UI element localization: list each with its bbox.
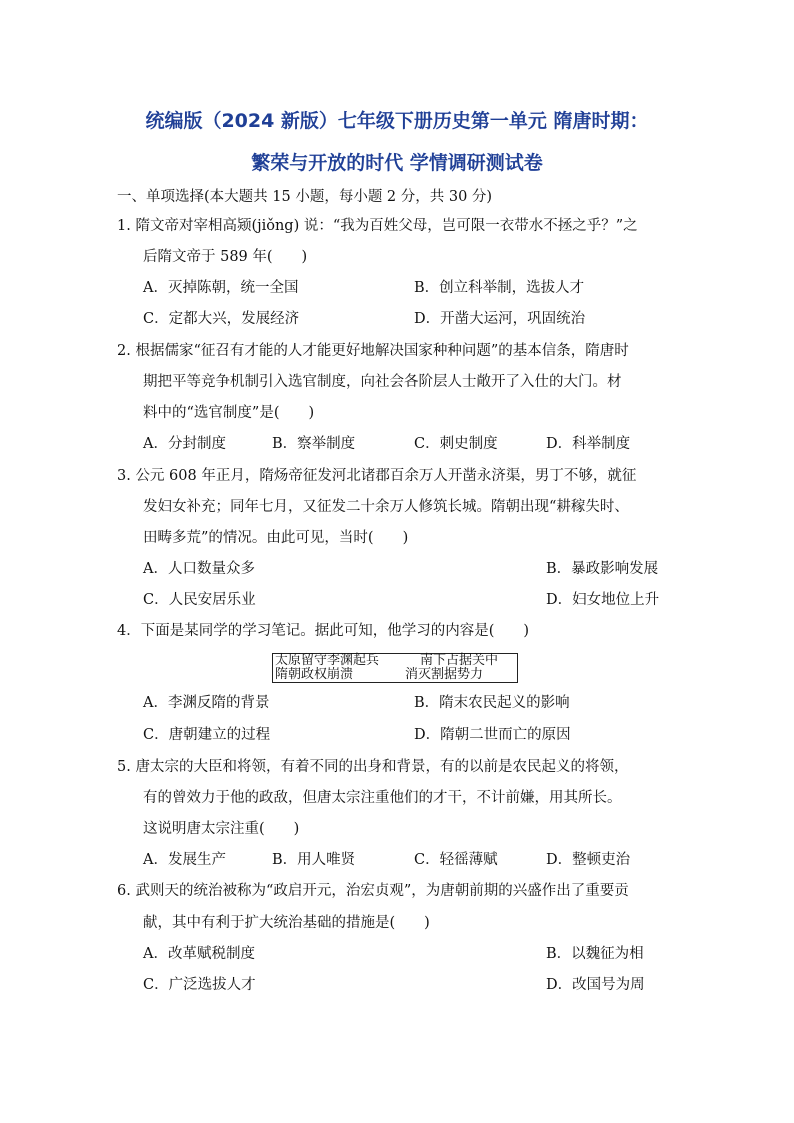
- study-note-box: [272, 653, 518, 683]
- question-5-option-a: A．发展生产: [143, 852, 226, 868]
- question-3-option-c: C．人民安居乐业: [143, 592, 256, 608]
- exam-title-line-2: 繁荣与开放的时代 学情调研测试卷: [251, 152, 543, 174]
- section-heading: 一、单项选择(本大题共 15 小题，每小题 2 分，共 30 分): [117, 189, 493, 205]
- question-2-stem-cont: 期把平等竞争机制引入选官制度，向社会各阶层人士敞开了入仕的大门。材: [143, 374, 622, 390]
- question-6-option-b: B．以魏征为相: [546, 946, 644, 962]
- note-item: 南下占据关中: [420, 653, 499, 668]
- question-1-option-b: B．创立科举制，选拔人才: [414, 280, 585, 296]
- note-item: 消灭割据势力: [405, 667, 484, 682]
- note-item: 隋朝政权崩溃: [275, 667, 354, 682]
- question-5-option-d: D．整顿吏治: [546, 852, 631, 868]
- question-4-option-d: D．隋朝二世而亡的原因: [414, 727, 571, 743]
- question-1-stem: 1. 隋文帝对宰相高颎(jiǒng) 说：“我为百姓父母，岂可限一衣带水不拯之乎？”之: [117, 218, 638, 234]
- question-5-stem: 5. 唐太宗的大臣和将领，有着不同的出身和背景，有的以前是农民起义的将领，: [117, 759, 629, 775]
- question-6-stem: 6. 武则天的统治被称为“政启开元，治宏贞观”，为唐朝前期的兴盛作出了重要贡: [117, 883, 629, 899]
- question-4-option-c: C．唐朝建立的过程: [143, 727, 271, 743]
- question-6-option-a: A．改革赋税制度: [143, 946, 255, 962]
- question-3-stem: 3. 公元 608 年正月，隋炀帝征发河北诸郡百余万人开凿永济渠，男丁不够，就征: [117, 468, 637, 484]
- note-item: 太原留守李渊起兵: [275, 653, 380, 668]
- question-2-option-a: A．分封制度: [143, 436, 226, 452]
- question-1-option-c: C．定都大兴，发展经济: [143, 311, 300, 327]
- question-5-option-c: C．轻徭薄赋: [414, 852, 498, 868]
- question-4-option-b: B．隋末农民起义的影响: [414, 695, 570, 711]
- question-6-option-c: C．广泛选拔人才: [143, 977, 256, 993]
- question-5-stem-cont: 这说明唐太宗注重( ): [143, 821, 300, 837]
- question-4-stem: 4．下面是某同学的学习笔记。据此可知，他学习的内容是( ): [117, 623, 530, 639]
- question-1-option-d: D．开凿大运河，巩固统治: [414, 311, 586, 327]
- question-2-option-d: D．科举制度: [546, 436, 631, 452]
- question-2-stem-cont: 料中的“选官制度”是( ): [143, 405, 315, 421]
- question-3-option-d: D．妇女地位上升: [546, 592, 660, 608]
- question-2-option-c: C．刺史制度: [414, 436, 498, 452]
- question-1-option-a: A．灭掉陈朝，统一全国: [143, 280, 299, 296]
- question-5-option-b: B．用人唯贤: [272, 852, 356, 868]
- question-3-option-a: A．人口数量众多: [143, 561, 255, 577]
- question-6-stem-cont: 献，其中有利于扩大统治基础的措施是( ): [143, 915, 430, 931]
- question-5-stem-cont: 有的曾效力于他的政敌，但唐太宗注重他们的才干，不计前嫌，用其所长。: [143, 790, 622, 806]
- question-6-option-d: D．改国号为周: [546, 977, 645, 993]
- question-3-stem-cont: 田畴多荒”的情况。由此可见，当时( ): [143, 530, 409, 546]
- exam-title-line-1: 统编版（2024 新版）七年级下册历史第一单元 隋唐时期：: [145, 110, 649, 132]
- question-2-stem: 2. 根据儒家“征召有才能的人才能更好地解决国家种种问题”的基本信条，隋唐时: [117, 343, 629, 359]
- question-4-option-a: A．李渊反隋的背景: [143, 695, 270, 711]
- question-3-stem-cont: 发妇女补充；同年七月，又征发二十余万人修筑长城。隋朝出现“耕稼失时、: [143, 499, 629, 515]
- question-3-option-b: B．暴政影响发展: [546, 561, 659, 577]
- question-1-stem-cont: 后隋文帝于 589 年( ): [143, 249, 308, 265]
- question-2-option-b: B．察举制度: [272, 436, 356, 452]
